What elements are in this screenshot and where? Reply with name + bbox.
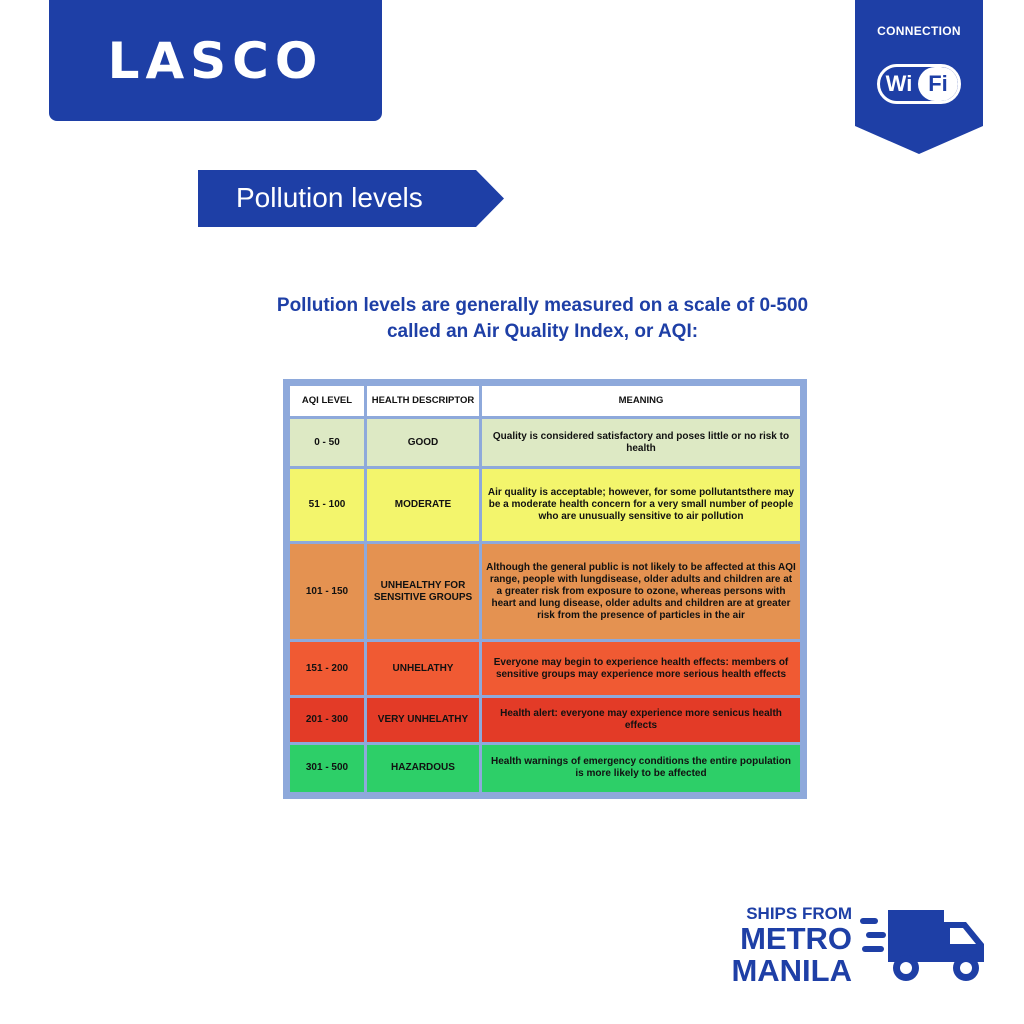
- header-health-descriptor: HEALTH DESCRIPTOR: [367, 386, 479, 416]
- descriptor-cell: MODERATE: [367, 469, 479, 541]
- descriptor-cell: VERY UNHELATHY: [367, 698, 479, 741]
- aqi-level-cell: 151 - 200: [290, 642, 364, 695]
- aqi-level-cell: 0 - 50: [290, 419, 364, 466]
- aqi-level-cell: 101 - 150: [290, 544, 364, 639]
- logo-text: LASCO: [107, 31, 324, 90]
- metro-text: METRO: [740, 921, 852, 956]
- wifi-connection-badge: [855, 0, 983, 154]
- meaning-cell: Although the general public is not likely to be affected at this AQI range, people with lungdisease, older adults and children are at a greater risk from exposure to ozone, whereas persons with heart and lung disease, older adults and children are at greater risk from the presence of particles in the air: [482, 544, 800, 639]
- wifi-icon: [877, 64, 961, 104]
- table-row: [290, 544, 800, 639]
- header-aqi-level: AQI LEVEL: [290, 386, 364, 416]
- table-header-row: [290, 386, 800, 416]
- table-row: [290, 419, 800, 466]
- descriptor-cell: UNHEALTHY FOR SENSITIVE GROUPS: [367, 544, 479, 639]
- aqi-table: [287, 383, 803, 795]
- brand-logo: [49, 0, 382, 121]
- wifi-fi-text: Fi: [918, 67, 958, 101]
- aqi-level-cell: 301 - 500: [290, 745, 364, 792]
- manila-text: MANILA: [731, 953, 852, 988]
- delivery-truck-icon: [858, 904, 988, 986]
- meaning-cell: Everyone may begin to experience health effects: members of sensitive groups may experience more serious health effects: [482, 642, 800, 695]
- table-row: [290, 469, 800, 541]
- aqi-level-cell: 201 - 300: [290, 698, 364, 741]
- aqi-table-container: [283, 379, 807, 799]
- table-row: [290, 698, 800, 741]
- wifi-wi-text: Wi: [885, 71, 913, 96]
- descriptor-cell: UNHELATHY: [367, 642, 479, 695]
- meaning-cell: Air quality is acceptable; however, for some pollutantsthere may be a moderate health concern for a very small number of people who are unusually sensitive to air pollution: [482, 469, 800, 541]
- descriptor-cell: HAZARDOUS: [367, 745, 479, 792]
- header-meaning: MEANING: [482, 386, 800, 416]
- intro-text: Pollution levels are generally measured on a scale of 0-500 called an Air Quality Index, or AQI:: [276, 295, 809, 342]
- meaning-cell: Health alert: everyone may experience more senicus health effects: [482, 698, 800, 741]
- badge-caption: CONNECTION: [877, 24, 961, 38]
- section-banner: [198, 170, 504, 227]
- ships-from-text: SHIPS FROM: [746, 904, 852, 923]
- section-title: Pollution levels: [236, 182, 423, 213]
- table-row: [290, 745, 800, 792]
- shipping-badge: [718, 900, 988, 990]
- table-row: [290, 642, 800, 695]
- aqi-level-cell: 51 - 100: [290, 469, 364, 541]
- descriptor-cell: GOOD: [367, 419, 479, 466]
- meaning-cell: Health warnings of emergency conditions the entire population is more likely to be affected: [482, 745, 800, 792]
- meaning-cell: Quality is considered satisfactory and poses little or no risk to health: [482, 419, 800, 466]
